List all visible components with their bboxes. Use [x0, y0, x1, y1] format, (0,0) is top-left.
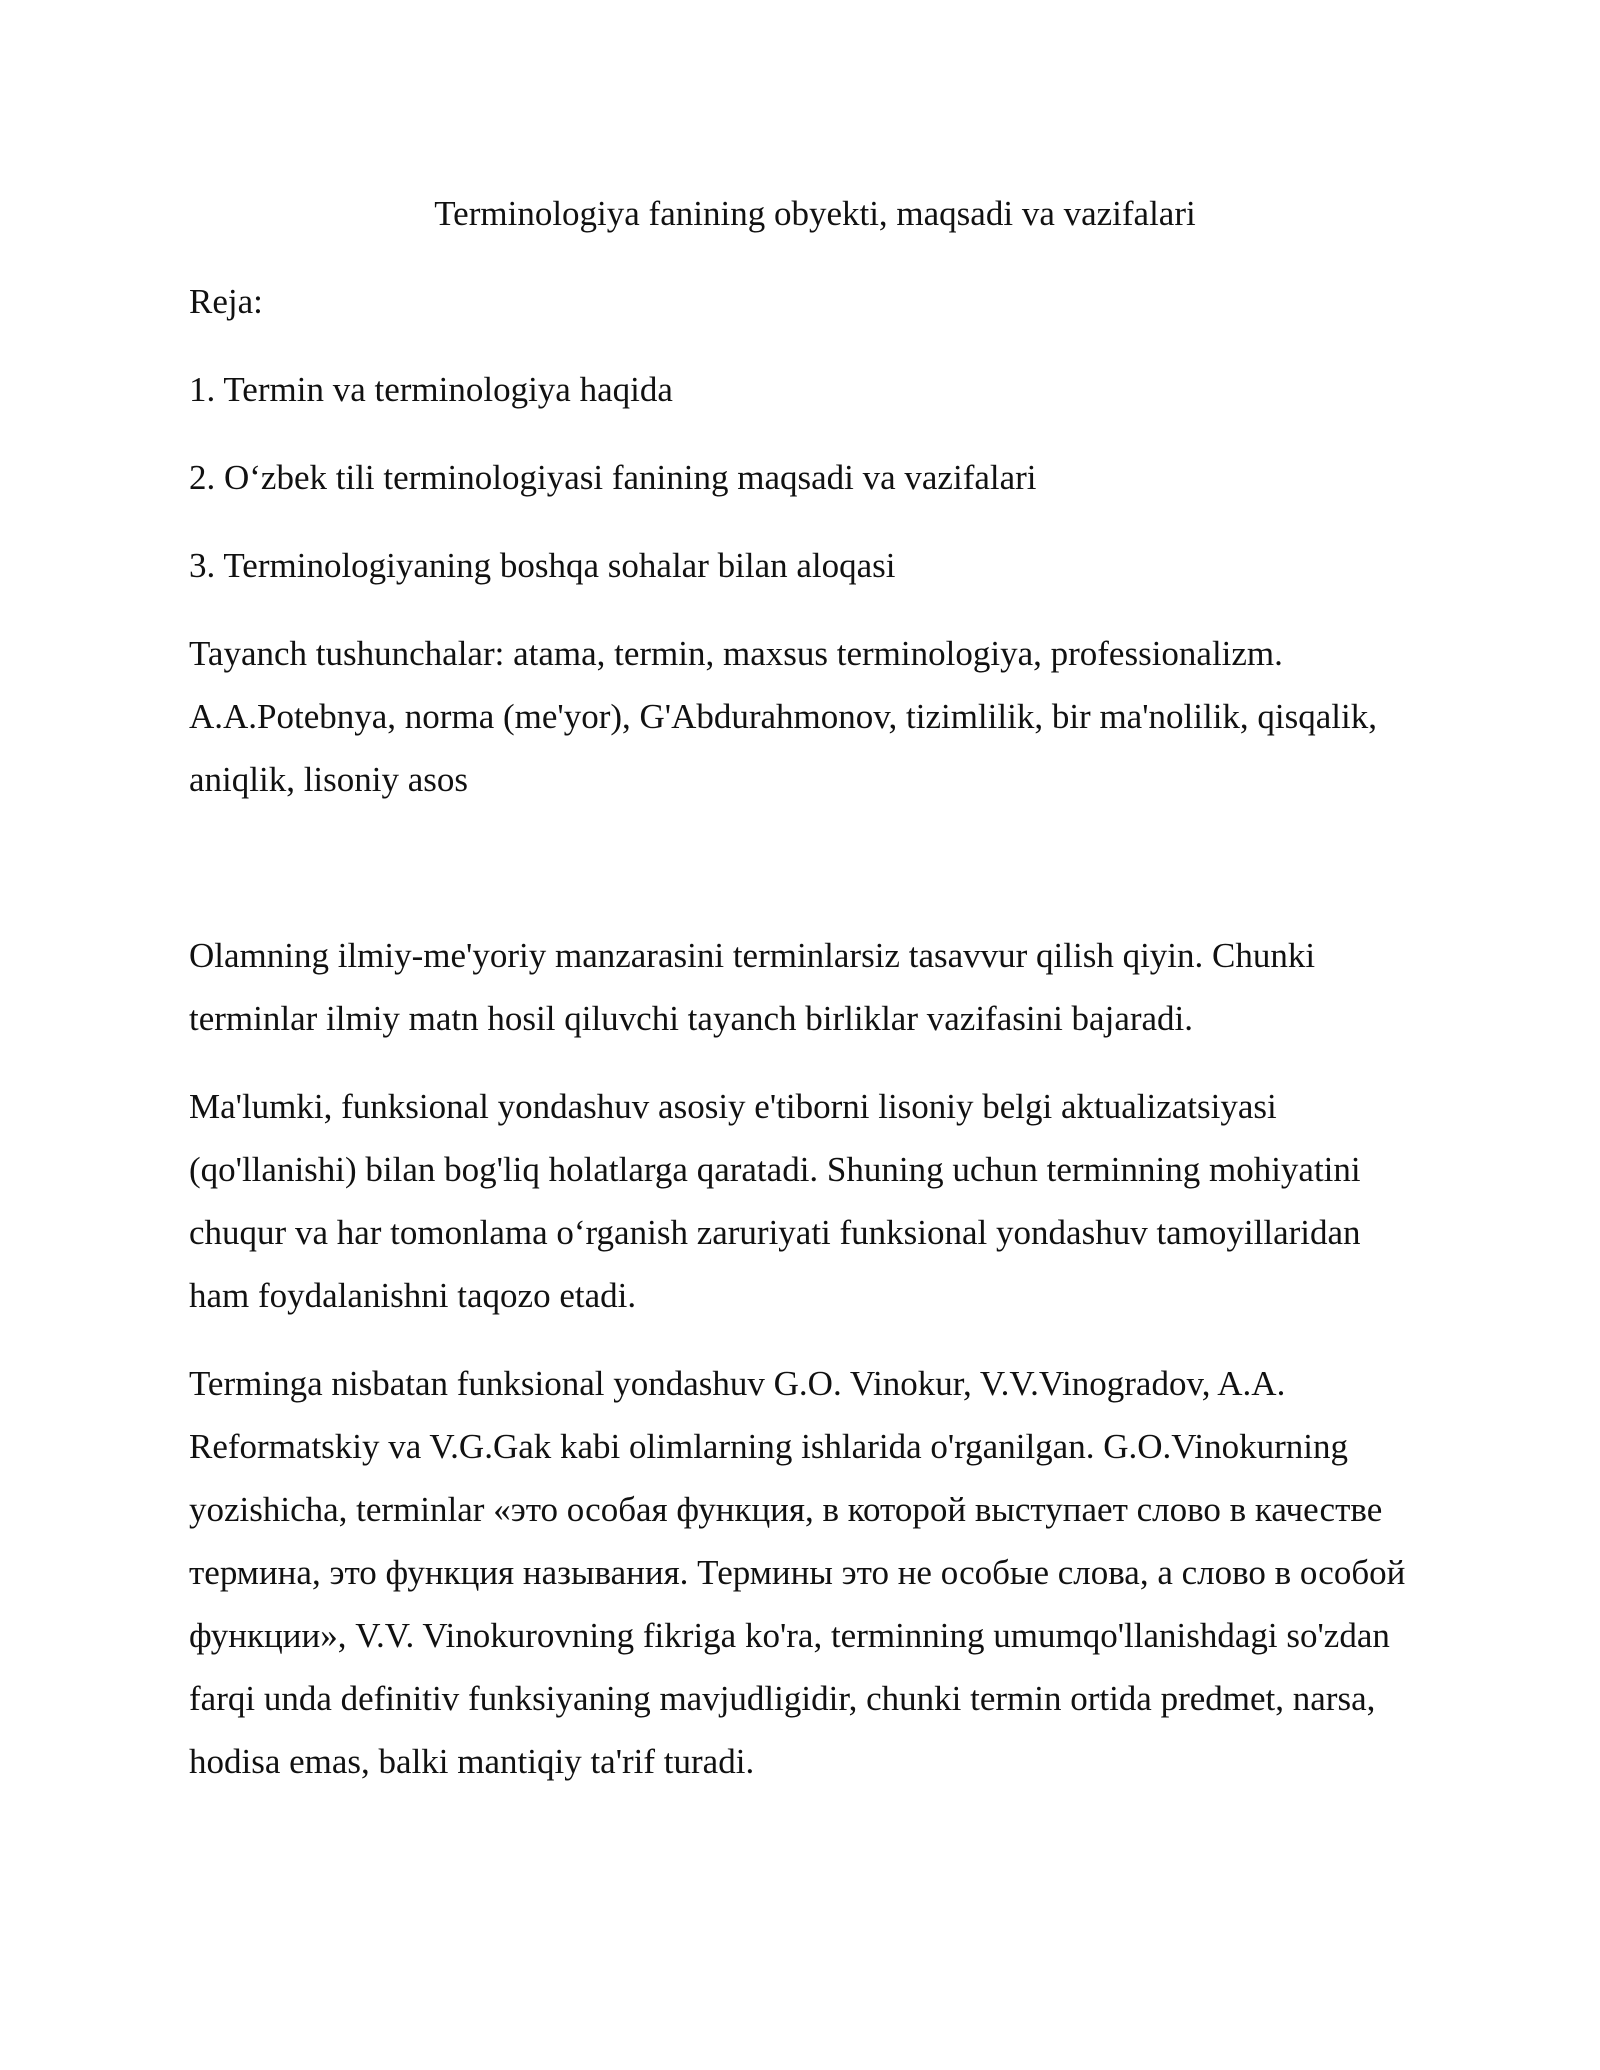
blank-line — [189, 836, 1429, 924]
plan-label: Reja: — [189, 282, 263, 321]
plan-item: 1. Termin va terminologiya haqida — [189, 370, 673, 409]
document-body — [189, 182, 1429, 1818]
plan-item: 3. Terminologiyaning boshqa sohalar bilan aloqasi — [189, 546, 896, 585]
plan-item: 2. O‘zbek tili terminologiyasi fanining maqsadi va vazifalari — [189, 458, 1037, 497]
body-paragraph: Terminga nisbatan funksional yondashuv G.O. Vinokur, V.V.Vinogradov, A.A. Reformatskiy va V.G.Gak kabi olimlarning ishlarida o'rganilgan. G.O.Vinokurning yozishicha, terminlar «это особая функция, в которой выступает слово в качестве термина, это функция называния. Термины это не особые слова, а слово в особой функции», V.V. Vinokurovning fikriga ko'ra, terminning umumqo'llanishdagi so'zdan farqi unda definitiv funksiyaning mavjudligidir, chunki termin ortida predmet, narsa, hodisa emas, balki mantiqiy ta'rif turadi. — [189, 1364, 1406, 1781]
body-paragraph: Olamning ilmiy-me'yoriy manzarasini terminlarsiz tasavvur qilish qiyin. Chunki terminlar ilmiy matn hosil qiluvchi tayanch birliklar vazifasini bajaradi. — [189, 936, 1316, 1038]
plan-list — [189, 358, 1429, 597]
body-paragraph: Ma'lumki, funksional yondashuv asosiy e'tiborni lisoniy belgi aktualizatsiyasi (qo'llanishi) bilan bog'liq holatlarga qaratadi. Shuning uchun terminning mohiyatini chuqur va har tomonlama o‘rganish zaruriyati funksional yondashuv tamoyillaridan ham foydalanishni taqozo etadi. — [189, 1087, 1361, 1315]
key-concepts-paragraph: Tayanch tushunchalar: atama, termin, maxsus terminologiya, professionalizm. A.A.Potebnya, norma (me'yor), G'Abdurahmonov, tizimlilik, bir ma'nolilik, qisqalik, aniqlik, lisoniy asos — [189, 634, 1378, 799]
document-title: Terminologiya fanining obyekti, maqsadi va vazifalari — [434, 194, 1196, 233]
